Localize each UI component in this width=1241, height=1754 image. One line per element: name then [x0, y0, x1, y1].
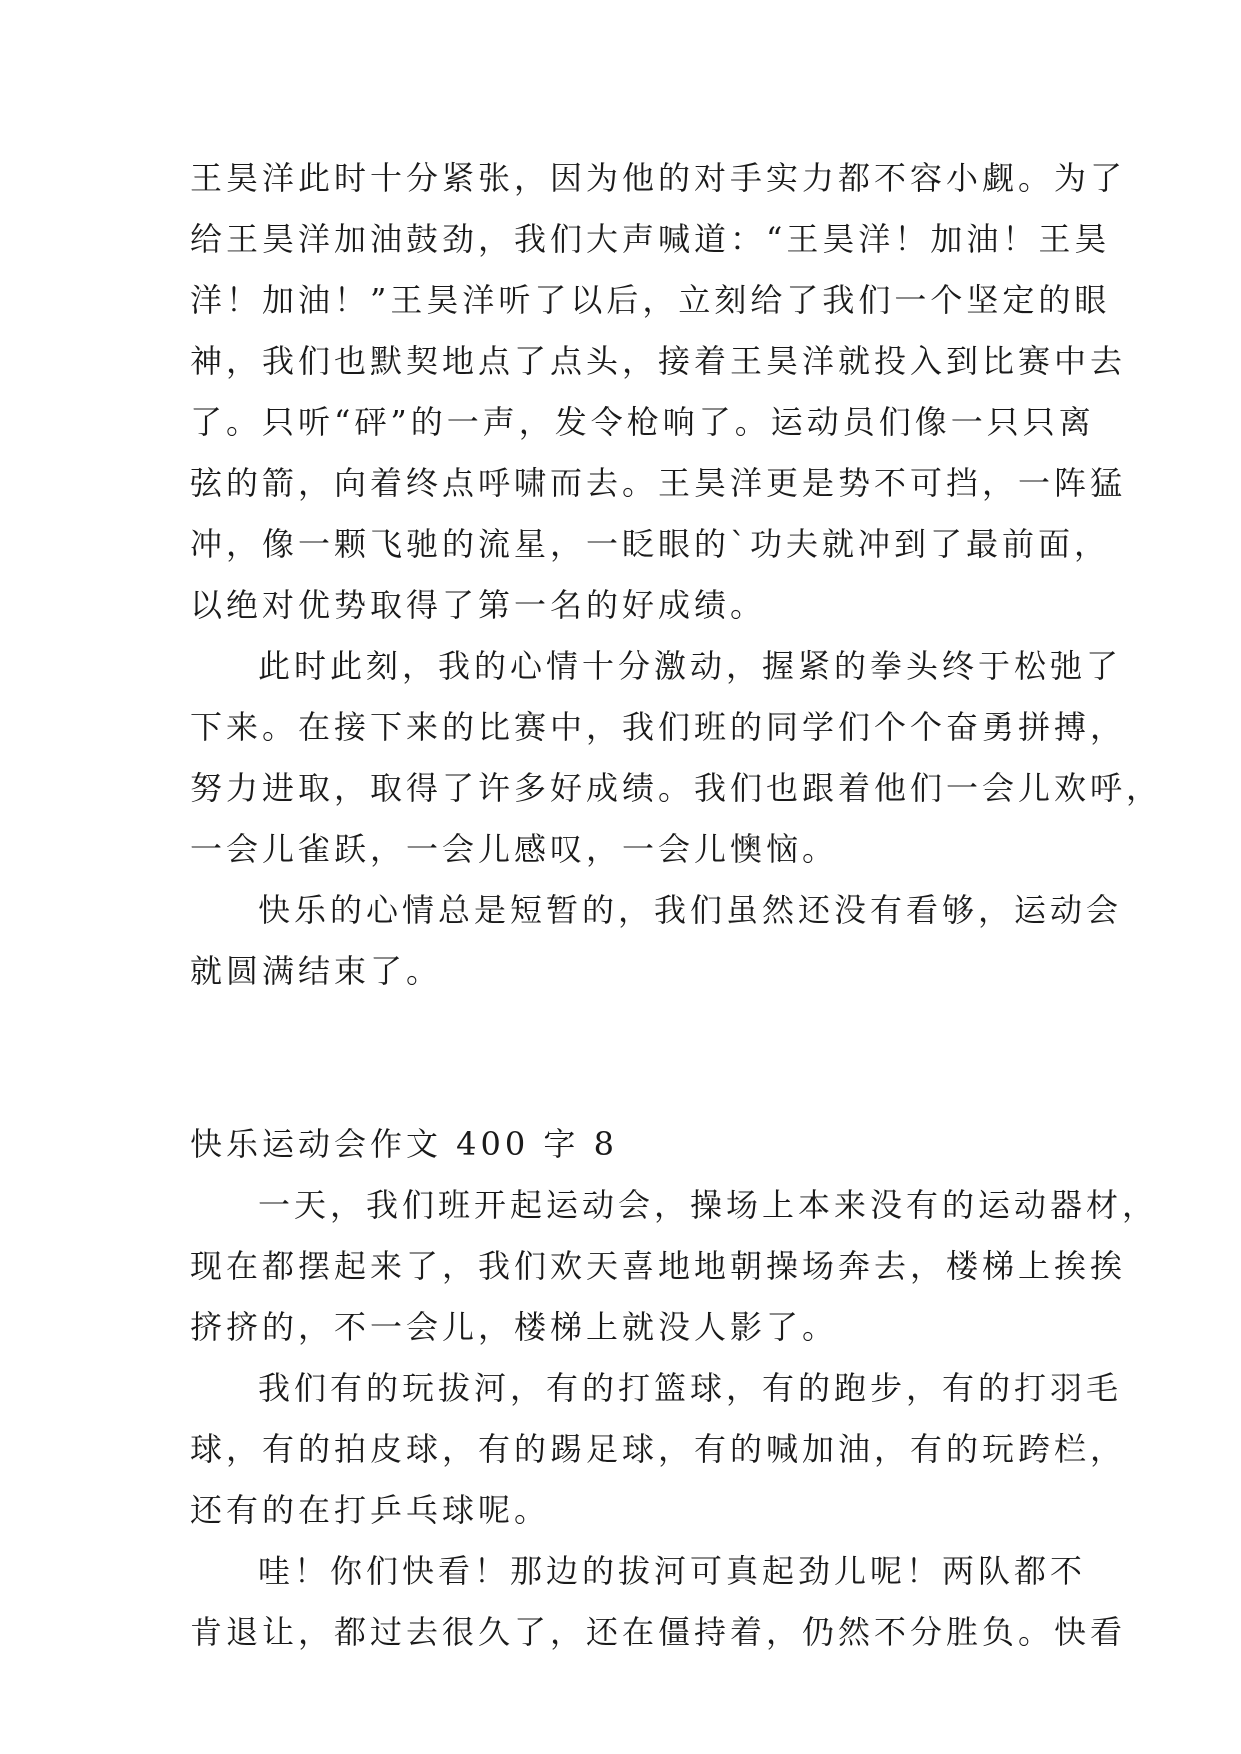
text-line: 挤挤的，不一会儿，楼梯上就没人影了。 — [190, 1308, 839, 1346]
text-line: 肯退让，都过去很久了，还在僵持着，仍然不分胜负。快看 — [190, 1613, 1127, 1651]
paragraph — [190, 1541, 1127, 1663]
text-line: 一会儿雀跃，一会儿感叹，一会儿懊恼。 — [190, 830, 839, 868]
text-line: 下来。在接下来的比赛中，我们班的同学们个个奋勇拼搏， — [190, 708, 1127, 746]
section-spacer — [190, 1002, 1060, 1114]
text-line: 弦的箭，向着终点呼啸而去。王昊洋更是势不可挡，一阵猛 — [190, 464, 1127, 502]
paragraph — [190, 148, 1127, 636]
text-line: 还有的在打乒乓球呢。 — [190, 1491, 551, 1529]
text-line: 努力进取，取得了许多好成绩。我们也跟着他们一会儿欢呼， — [190, 769, 1163, 807]
text-line: 以绝对优势取得了第一名的好成绩。 — [190, 586, 767, 624]
text-line: 就圆满结束了。 — [190, 952, 443, 990]
text-line: 哇！你们快看！那边的拔河可真起劲儿呢！两队都不 — [258, 1552, 1087, 1590]
text-line: 洋！加油！”王昊洋听了以后，立刻给了我们一个坚定的眼 — [190, 281, 1111, 319]
text-line: 快乐的心情总是短暂的，我们虽然还没有看够，运动会 — [258, 891, 1123, 929]
text-line: 此时此刻，我的心情十分激动，握紧的拳头终于松弛了 — [258, 647, 1123, 685]
document-body — [190, 148, 1163, 1663]
section-title: 快乐运动会作文 400 字 8 — [190, 1125, 618, 1163]
paragraph — [190, 880, 1123, 1002]
text-line: 球，有的拍皮球，有的踢足球，有的喊加油，有的玩跨栏， — [190, 1430, 1127, 1468]
text-line: 神，我们也默契地点了点头，接着王昊洋就投入到比赛中去 — [190, 342, 1127, 380]
text-line: 王昊洋此时十分紧张，因为他的对手实力都不容小觑。为了 — [190, 159, 1127, 197]
text-line: 给王昊洋加油鼓劲，我们大声喊道：“王昊洋！加油！王昊 — [190, 220, 1111, 258]
paragraph — [190, 1358, 1127, 1541]
paragraph — [190, 636, 1163, 880]
text-line: 我们有的玩拔河，有的打篮球，有的跑步，有的打羽毛 — [258, 1369, 1123, 1407]
paragraph — [190, 1175, 1159, 1358]
text-line: 一天，我们班开起运动会，操场上本来没有的运动器材， — [258, 1186, 1159, 1224]
text-line: 了。只听“砰”的一声，发令枪响了。运动员们像一只只离 — [190, 403, 1095, 441]
text-line: 冲，像一颗飞驰的流星，一眨眼的`功夫就冲到了最前面， — [190, 525, 1111, 563]
text-line: 现在都摆起来了，我们欢天喜地地朝操场奔去，楼梯上挨挨 — [190, 1247, 1127, 1285]
